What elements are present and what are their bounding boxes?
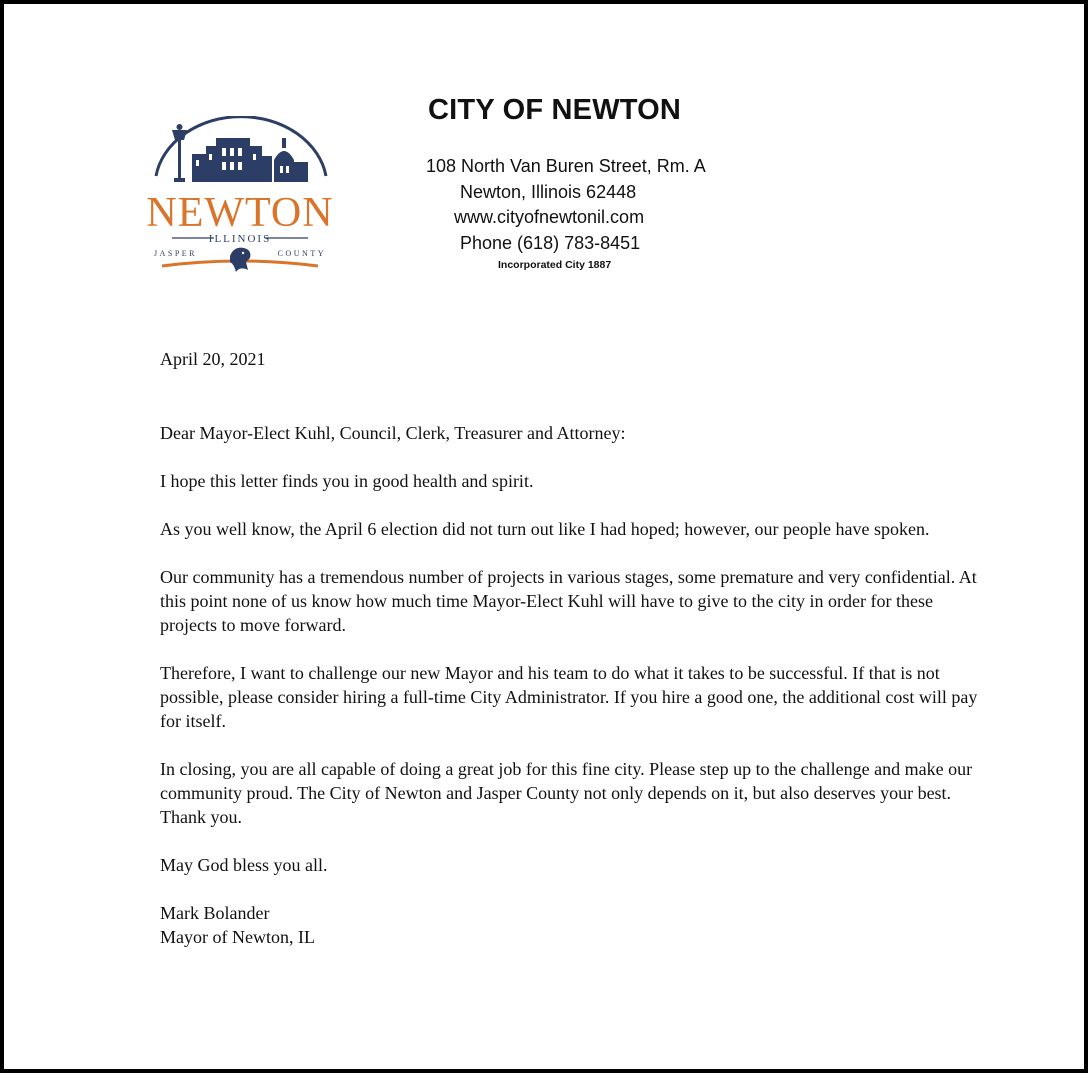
signature-name: Mark Bolander <box>160 903 270 923</box>
logo-wordmark: NEWTON <box>146 190 334 236</box>
lamp-post-icon <box>172 124 187 182</box>
address-street: 108 North Van Buren Street, Rm. A <box>426 156 706 176</box>
incorporated-note: Incorporated City 1887 <box>498 259 612 271</box>
letter-date: April 20, 2021 <box>160 349 266 369</box>
logo-county-right: COUNTY <box>277 249 326 258</box>
paragraph: In closing, you are all capable of doing a great job for this fine city. Please step up to the challenge and make our community proud. The City of Newton and Jasper County not only depends on it, but also deserves your best. Thank you. <box>160 759 973 827</box>
website-link[interactable]: www.cityofnewtonil.com <box>454 207 645 227</box>
paragraph: I hope this letter finds you in good health and spirit. <box>160 471 534 491</box>
logo-state: ILLINOIS <box>208 233 272 245</box>
closing-blessing: May God bless you all. <box>160 855 328 875</box>
paragraph: As you well know, the April 6 election did not turn out like I had hoped; however, our people have spoken. <box>160 519 930 539</box>
eagle-icon <box>230 248 250 272</box>
skyline-icon <box>192 138 308 182</box>
logo-county-left: JASPER <box>154 249 198 258</box>
phone-number: Phone (618) 783-8451 <box>460 233 641 253</box>
salutation: Dear Mayor-Elect Kuhl, Council, Clerk, Treasurer and Attorney: <box>160 423 626 443</box>
paragraph: Therefore, I want to challenge our new Mayor and his team to do what it takes to be successful. If that is not possible, please consider hiring a full-time City Administrator. If you hire a good one, the additional cost will pay for itself. <box>160 663 978 731</box>
signature-block <box>160 901 980 949</box>
address-city: Newton, Illinois 62448 <box>460 182 637 202</box>
city-title: CITY OF NEWTON <box>428 94 682 126</box>
letter-page <box>4 4 1084 1069</box>
city-logo <box>142 116 338 278</box>
paragraph: Our community has a tremendous number of projects in various stages, some premature and very confidential. At this point none of us know how much time Mayor-Elect Kuhl will have to give to the city in order for these projects to move forward. <box>160 567 977 635</box>
signature-title: Mayor of Newton, IL <box>160 927 315 947</box>
letter-body <box>160 347 980 949</box>
